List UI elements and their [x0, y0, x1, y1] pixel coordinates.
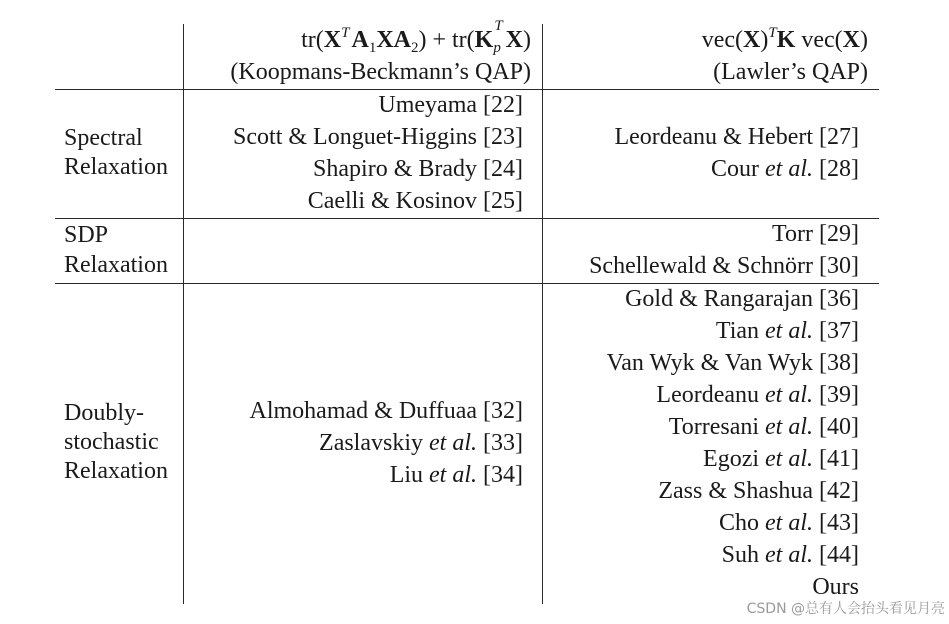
- header-formula-koopmans: $tr(X^T$ $A_1XA_2) + tr(K$ T $_p$ X): [301, 18, 531, 56]
- row-label-spectral-line2: Relaxation: [64, 154, 168, 180]
- ref-entry: Cho et al. [43]: [719, 510, 859, 536]
- ref-entry: Liu et al. [34]: [389, 462, 523, 488]
- ref-entry: Cour et al. [28]: [711, 156, 859, 182]
- row-label-doubly-line3: Relaxation: [64, 458, 168, 484]
- column-divider-1: [183, 24, 184, 604]
- ref-entry: Almohamad & Duffuaa [32]: [249, 398, 523, 424]
- header-formula-lawler: $vec(X)^TK$ vec(X): [701, 25, 868, 53]
- ref-entry: Leordeanu et al. [39]: [656, 382, 859, 408]
- row-label-spectral-line1: Spectral: [64, 125, 143, 151]
- ref-entry: Suh et al. [44]: [721, 542, 859, 568]
- ref-entry: Schellewald & Schnörr [30]: [589, 253, 859, 279]
- row-label-sdp-line1: SDP: [64, 222, 109, 248]
- column-divider-2: [542, 24, 543, 604]
- ref-entry: Van Wyk & Van Wyk [38]: [606, 350, 859, 376]
- ref-entry: Caelli & Kosinov [25]: [307, 188, 523, 214]
- ref-entry: Egozi et al. [41]: [703, 446, 859, 472]
- row-label-sdp-line2: Relaxation: [64, 252, 168, 278]
- ref-entry: Scott & Longuet-Higgins [23]: [233, 124, 523, 150]
- ref-entry: Zass & Shashua [42]: [658, 478, 859, 504]
- ref-entry: Leordeanu & Hebert [27]: [614, 124, 859, 150]
- header-label-koopmans: (Koopmans-Beckmann’s QAP): [230, 59, 531, 85]
- ref-entry: Torresani et al. [40]: [668, 414, 859, 440]
- ref-entry: Torr [29]: [772, 221, 859, 247]
- watermark: CSDN @总有人会抬头看见月亮: [746, 601, 945, 617]
- ref-entry: Zaslavskiy et al. [33]: [319, 430, 523, 456]
- ref-entry: Gold & Rangarajan [36]: [625, 286, 859, 312]
- ref-entry: Tian et al. [37]: [715, 318, 859, 344]
- ref-entry: Umeyama [22]: [378, 92, 523, 118]
- ref-entry-ours: Ours: [812, 574, 859, 600]
- row-label-doubly-line2: stochastic: [64, 429, 159, 455]
- row-rule-1: [55, 218, 879, 219]
- ref-entry: Shapiro & Brady [24]: [313, 156, 523, 182]
- row-label-doubly-line1: Doubly-: [64, 400, 144, 426]
- header-label-lawler: (Lawler’s QAP): [713, 59, 868, 85]
